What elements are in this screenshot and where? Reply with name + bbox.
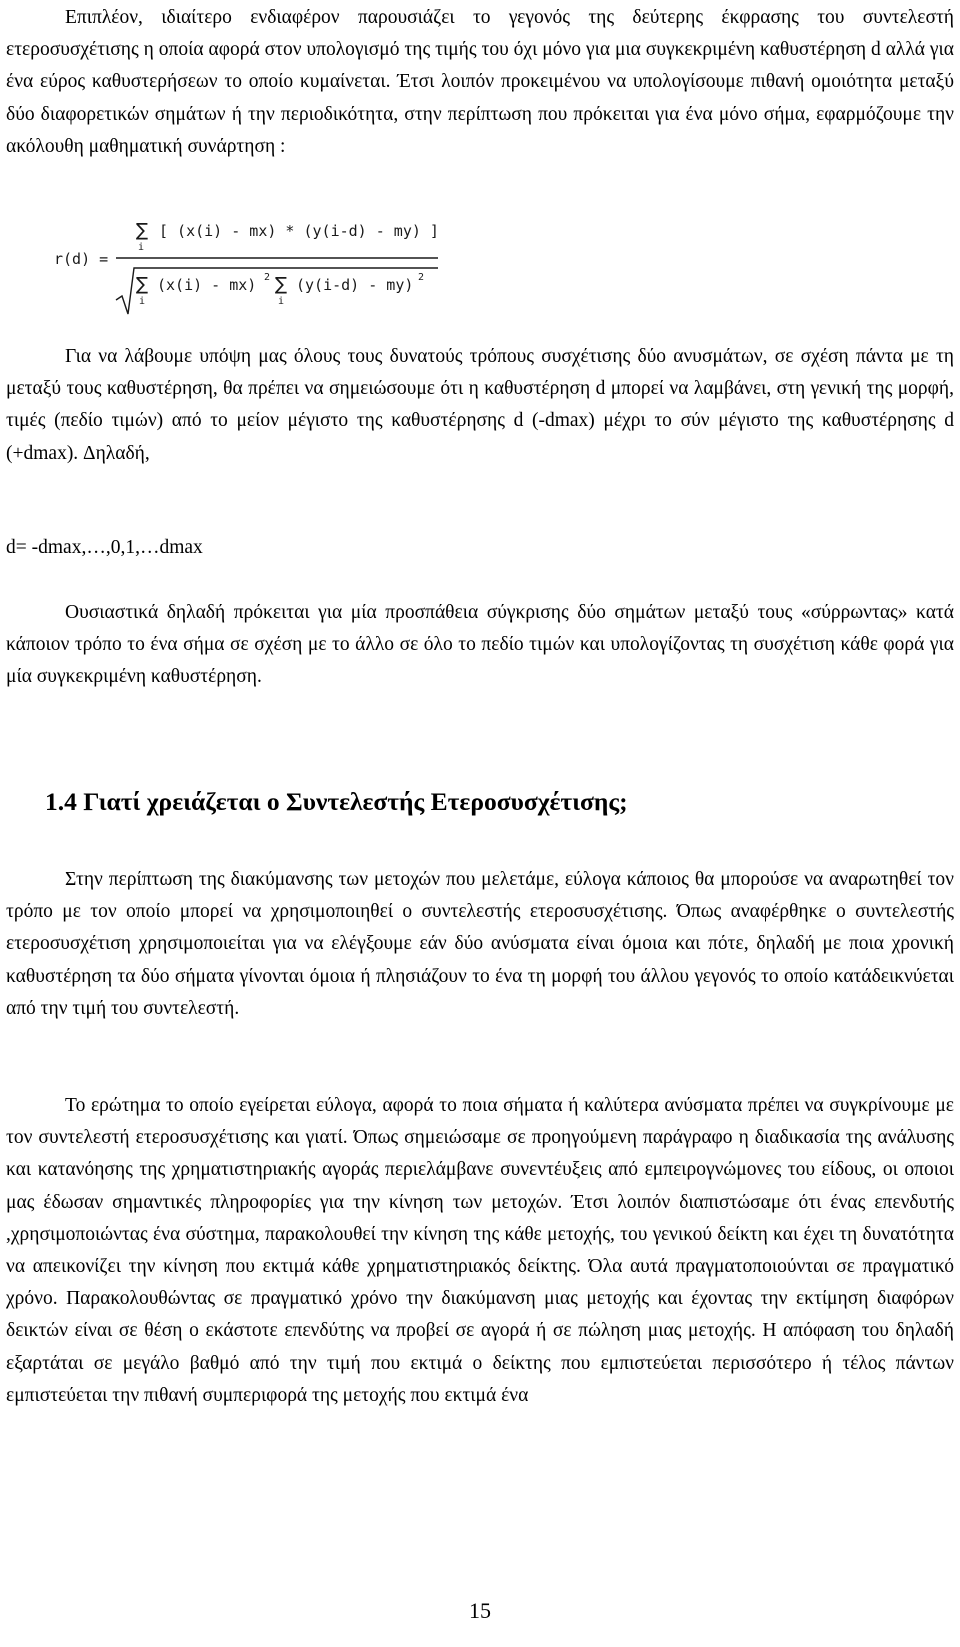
power-den-left: 2	[264, 272, 271, 283]
sigma-den-left: ∑	[136, 274, 149, 295]
formula-den-right: (y(i-d) - my)	[296, 276, 414, 294]
lag-range-expression: d= -dmax,…,0,1,…dmax	[6, 537, 203, 558]
formula-numerator: [ (x(i) - mx) * (y(i-d) - my) ]	[159, 222, 439, 240]
cross-correlation-formula	[46, 218, 446, 336]
paragraph-lag-range: Για να λάβουμε υπόψη μας όλους τους δυνατούς τρόπους συσχέτισης δύο ανυσμάτων, σε σχέση πάντα με τη μεταξύ τους καθυστέρηση, θα πρέπει να σημειώσουμε ότι η καθυστέρηση d μπορεί να λαμβάνει, στη γενική της μορφή, τιμές (πεδίο τιμών) από το μείον μέγιστο της καθυστέρησης d (-dmax) μέχρι το σύν μέγιστο της καθυστέρησης d (+dmax). Δηλαδή,	[6, 346, 954, 464]
formula-lhs: r(d) =	[54, 250, 109, 268]
power-den-right: 2	[418, 272, 425, 283]
index-numerator: i	[138, 242, 145, 253]
page-number: 15	[469, 1598, 491, 1623]
paragraph-explanation: Ουσιαστικά δηλαδή πρόκειται για μία προσπάθεια σύγκρισης δύο σημάτων μεταξύ τους «σύρρωντας» κατά κάποιον τρόπο το ένα σήμα σε σχέση με το άλλο σε όλο το πεδίο τιμών και υπολογίζοντας τη συσχέτιση κάθε φορά για μία συγκεκριμένη καθυστέρηση.	[6, 602, 954, 688]
paragraph-section-2: Το ερώτημα το οποίο εγείρεται εύλογα, αφορά το ποια σήματα ή καλύτερα ανύσματα πρέπει να συγκρίνουμε με τον συντελεστή ετεροσυσχέτισης και γιατί. Όπως σημειώσαμε σε προηγούμενη παράγραφο η διαδικασία της ανάλυσης και κατανόησης της χρηματιστηριακής αγοράς περιελάμβανε συνεντέυξεις από εμπειρογνώμονες του είδους, οι οποιοι μας έδωσαν σημαντικές πληροφορίες για την κίνηση των μετοχών. Έτσι λοιπόν διαπιστώσαμε ότι ένας επενδυτής ,χρησιμοποιώντας ένα σύστημα, παρακολουθεί την κίνηση της κάθε μετοχής, του γενικού δείκτη και έχει τη δυνατότητα να απεικονίζει την κίνηση που εκτιμά κάθε χρηματιστηριακός δείκτης. Όλα αυτά πραγματοποιούνται σε πραγματικό χρόνο. Παρακολουθώντας σε πραγματικό χρόνο την διακύμανση μιας μετοχής και έχοντας την εκτίμηση διαφόρων δεικτών είναι σε θέση ο εκάστοτε επενδύτης να προβεί σε αγορά ή σε πώληση μιας μετοχής. Η απόφαση του δηλαδή εξαρτάται σε μεγάλο βαθμό από την τιμή που εκτιμά ο δείκτης που εμπιστεύεται περισσότερο ή τέλος πάντων εμπιστεύεται την πιθανή συμπεριφορά της μετοχής που εκτιμά ένα	[6, 1095, 954, 1406]
paragraph-section-1: Στην περίπτωση της διακύμανσης των μετοχών που μελετάμε, εύλογα κάποιος θα μπορούσε να αναρωτηθεί τον τρόπο με τον οποίο μπορεί να χρησιμοποιηθεί ο συντελεστής ετεροσυσχέτισης. Όπως αναφέρθηκε ο συντελεστής ετεροσυσχέτιση χρησιμοποιείται για να ελέγξουμε εάν δύο ανύσματα είναι όμοια και πότε, δηλαδή με ποια χρονική καθυστέρηση τα δύο σήματα γίνονται όμοια ή πλησιάζουν το ένα τη μορφή του άλλου γεγονός το οποίο κατάδεικνύεται από την τιμή του συντελεστή.	[6, 869, 954, 1019]
sigma-den-right: ∑	[275, 274, 288, 295]
formula-den-left: (x(i) - mx)	[157, 276, 257, 294]
index-den-right: i	[278, 296, 285, 307]
index-den-left: i	[139, 296, 146, 307]
section-heading: 1.4 Γιατί χρειάζεται ο Συντελεστής Ετεροσυσχέτισης;	[45, 787, 628, 816]
paragraph-intro: Επιπλέον, ιδιαίτερο ενδιαφέρον παρουσιάζει το γεγονός της δεύτερης έκφρασης του συντελεστή ετεροσυσχέτισης η οποία αφορά στον υπολογισμό της τιμής του όχι μόνο για μια συγκεκριμένη καθυστέρηση d αλλά για ένα εύρος καθυστερήσεων το οποίο κυμαίνεται. Έτσι λοιπόν προκειμένου να υπολογίσουμε πιθανή ομοιότητα μεταξύ δύο διαφορετικών σημάτων ή την περιοδικότητα, στην περίπτωση που πρόκειται για ένα μόνο σήμα, εφαρμόζουμε την ακόλουθη μαθηματική συνάρτηση :	[6, 7, 954, 157]
sigma-numerator: ∑	[136, 220, 149, 241]
